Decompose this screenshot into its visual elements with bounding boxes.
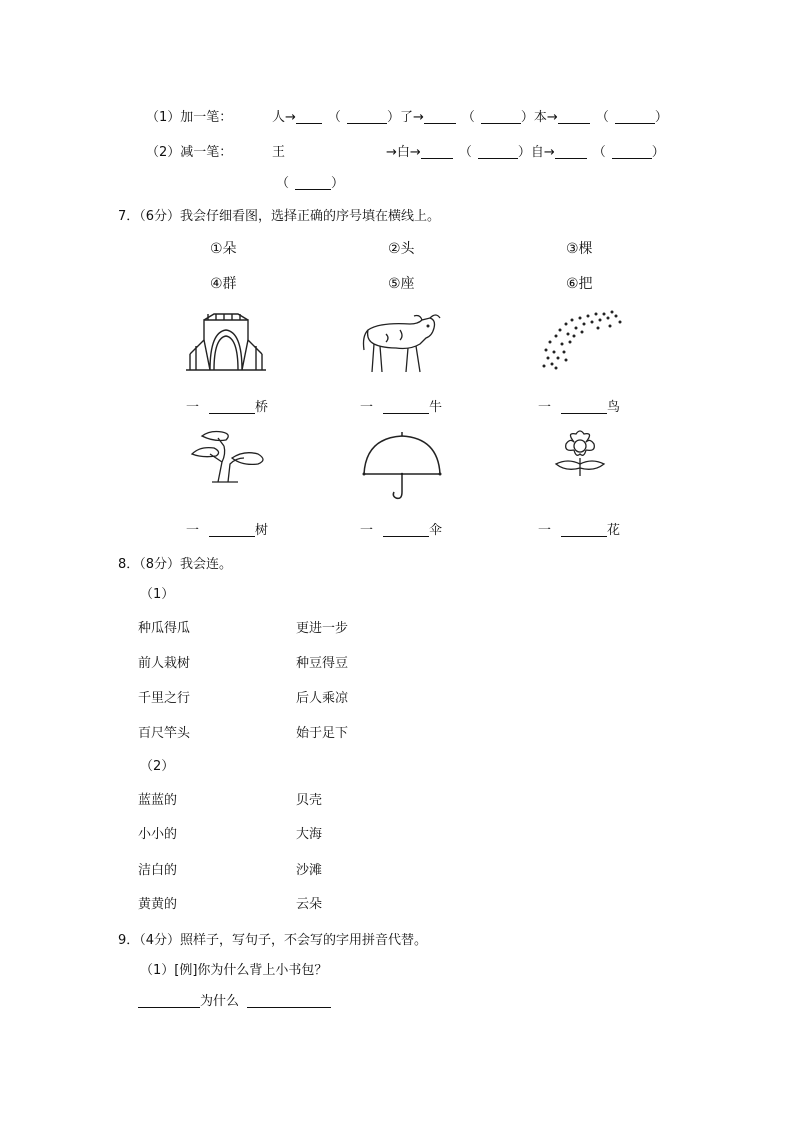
q6-add-blank-1[interactable] [296,109,322,124]
paren-right: ） [651,145,665,160]
q6-sub-row [386,141,665,160]
arrow-icon: → [543,145,555,160]
q6-add-blank-2[interactable] [424,109,456,124]
q8-p2-left-4[interactable]: 黄黄的 [138,897,178,912]
q6-sub-char-2: 自 [530,145,544,160]
q7-item-bird [538,396,620,415]
q7-blank-flower[interactable] [561,522,607,537]
q9-title: 9．（4分）照样子，写句子，不会写的字用拼音代替。 [118,933,428,948]
q7-option-1: ①朵 [210,241,237,257]
paren-right: ） [520,110,534,125]
q6-sub-pinyin-2[interactable] [612,144,652,159]
q8-part1-label: （1） [140,587,175,602]
measure-prefix: 一 [186,400,200,415]
q8-p1-left-3[interactable]: 千里之行 [138,691,191,706]
q6-add-base: 人 [272,110,286,125]
paren-right: ） [331,176,345,191]
q8-p1-right-4[interactable]: 始于足下 [296,726,349,741]
q7-title: 7．（6分）我会仔细看图，选择正确的序号填在横线上。 [118,209,441,224]
q7-item-umbrella [360,519,442,538]
q7-word-umbrella: 伞 [429,523,443,538]
q6-add-label: （1）加一笔： [146,110,233,125]
q8-p2-right-3[interactable]: 沙滩 [296,863,323,878]
q8-p2-right-1[interactable]: 贝壳 [296,793,323,808]
arrow-icon: → [546,110,558,125]
measure-prefix: 一 [360,523,374,538]
q6-sub-label: （2）减一笔： [146,145,233,160]
q7-item-ox [360,396,442,415]
q6-add-char-1: 了 [399,110,413,125]
umbrella-icon [360,430,444,502]
q8-p2-left-3[interactable]: 洁白的 [138,863,178,878]
q7-option-4: ④群 [210,276,237,292]
measure-prefix: 一 [360,400,374,415]
arrow-icon: → [285,110,296,125]
q8-p1-right-2[interactable]: 种豆得豆 [296,656,349,671]
measure-prefix: 一 [538,523,552,538]
q6-add-blank-3[interactable] [558,109,590,124]
q8-p2-right-2[interactable]: 大海 [296,827,323,842]
q6-add-pinyin-2[interactable] [481,109,521,124]
q9-blank-2[interactable] [247,993,331,1008]
paren-right: ） [386,110,400,125]
paren-left: （ [276,176,290,191]
q7-item-flower [538,519,620,538]
paren-right: ） [517,145,531,160]
q6-add-pinyin-3[interactable] [615,109,655,124]
q6-sub-pinyin-3[interactable] [295,175,331,190]
q9-example: （1）[例]你为什么背上小书包？ [140,963,328,978]
bird-flock-icon [540,308,624,372]
paren-left: （ [595,110,609,125]
q9-middle: 为什么 [200,994,240,1009]
q7-blank-bridge[interactable] [209,399,255,414]
q8-part2-label: （2） [140,759,175,774]
q7-option-2: ②头 [388,241,415,257]
q7-word-flower: 花 [607,523,621,538]
q7-blank-ox[interactable] [383,399,429,414]
q7-item-bridge [186,396,268,415]
q7-option-6: ⑥把 [566,276,593,292]
paren-left: （ [592,145,606,160]
q6-sub-blank-1[interactable] [421,144,453,159]
q7-word-ox: 牛 [429,400,443,415]
q6-sub-blank-2[interactable] [555,144,587,159]
arrow-icon: → [386,145,397,160]
q8-p1-left-1[interactable]: 种瓜得瓜 [138,621,191,636]
q8-p2-left-1[interactable]: 蓝蓝的 [138,793,178,808]
q7-word-tree: 树 [255,523,269,538]
paren-left: （ [327,110,341,125]
bridge-icon [186,310,266,372]
q7-blank-bird[interactable] [561,399,607,414]
q9-answer-row [138,990,331,1009]
q6-add-pinyin-1[interactable] [347,109,387,124]
q7-word-bird: 鸟 [607,400,621,415]
q6-sub-row-2 [276,172,344,191]
q7-word-bridge: 桥 [255,400,269,415]
paren-left: （ [461,110,475,125]
flower-icon [548,428,612,480]
q8-p2-right-4[interactable]: 云朵 [296,897,323,912]
q9-blank-1[interactable] [138,993,200,1008]
q7-blank-umbrella[interactable] [383,522,429,537]
q7-option-5: ⑤座 [388,276,415,292]
q6-add-char-2: 本 [533,110,547,125]
q6-sub-base: 王 [272,145,286,160]
arrow-icon: → [412,110,424,125]
q7-item-tree [186,519,268,538]
q6-sub-pinyin-1[interactable] [478,144,518,159]
arrow-icon: → [409,145,421,160]
q6-add-row [272,106,668,125]
q8-p1-right-3[interactable]: 后人乘凉 [296,691,349,706]
q8-p2-left-2[interactable]: 小小的 [138,827,178,842]
tree-icon [188,428,268,484]
measure-prefix: 一 [538,400,552,415]
q7-blank-tree[interactable] [209,522,255,537]
q8-p1-right-1[interactable]: 更进一步 [296,621,349,636]
measure-prefix: 一 [186,523,200,538]
q8-title: 8．（8分）我会连。 [118,557,233,572]
q8-p1-left-2[interactable]: 前人栽树 [138,656,191,671]
paren-left: （ [458,145,472,160]
q7-option-3: ③棵 [566,241,593,257]
paren-right: ） [654,110,668,125]
q6-sub-char-1: 白 [396,145,410,160]
q8-p1-left-4[interactable]: 百尺竿头 [138,726,191,741]
ox-icon [360,310,444,376]
